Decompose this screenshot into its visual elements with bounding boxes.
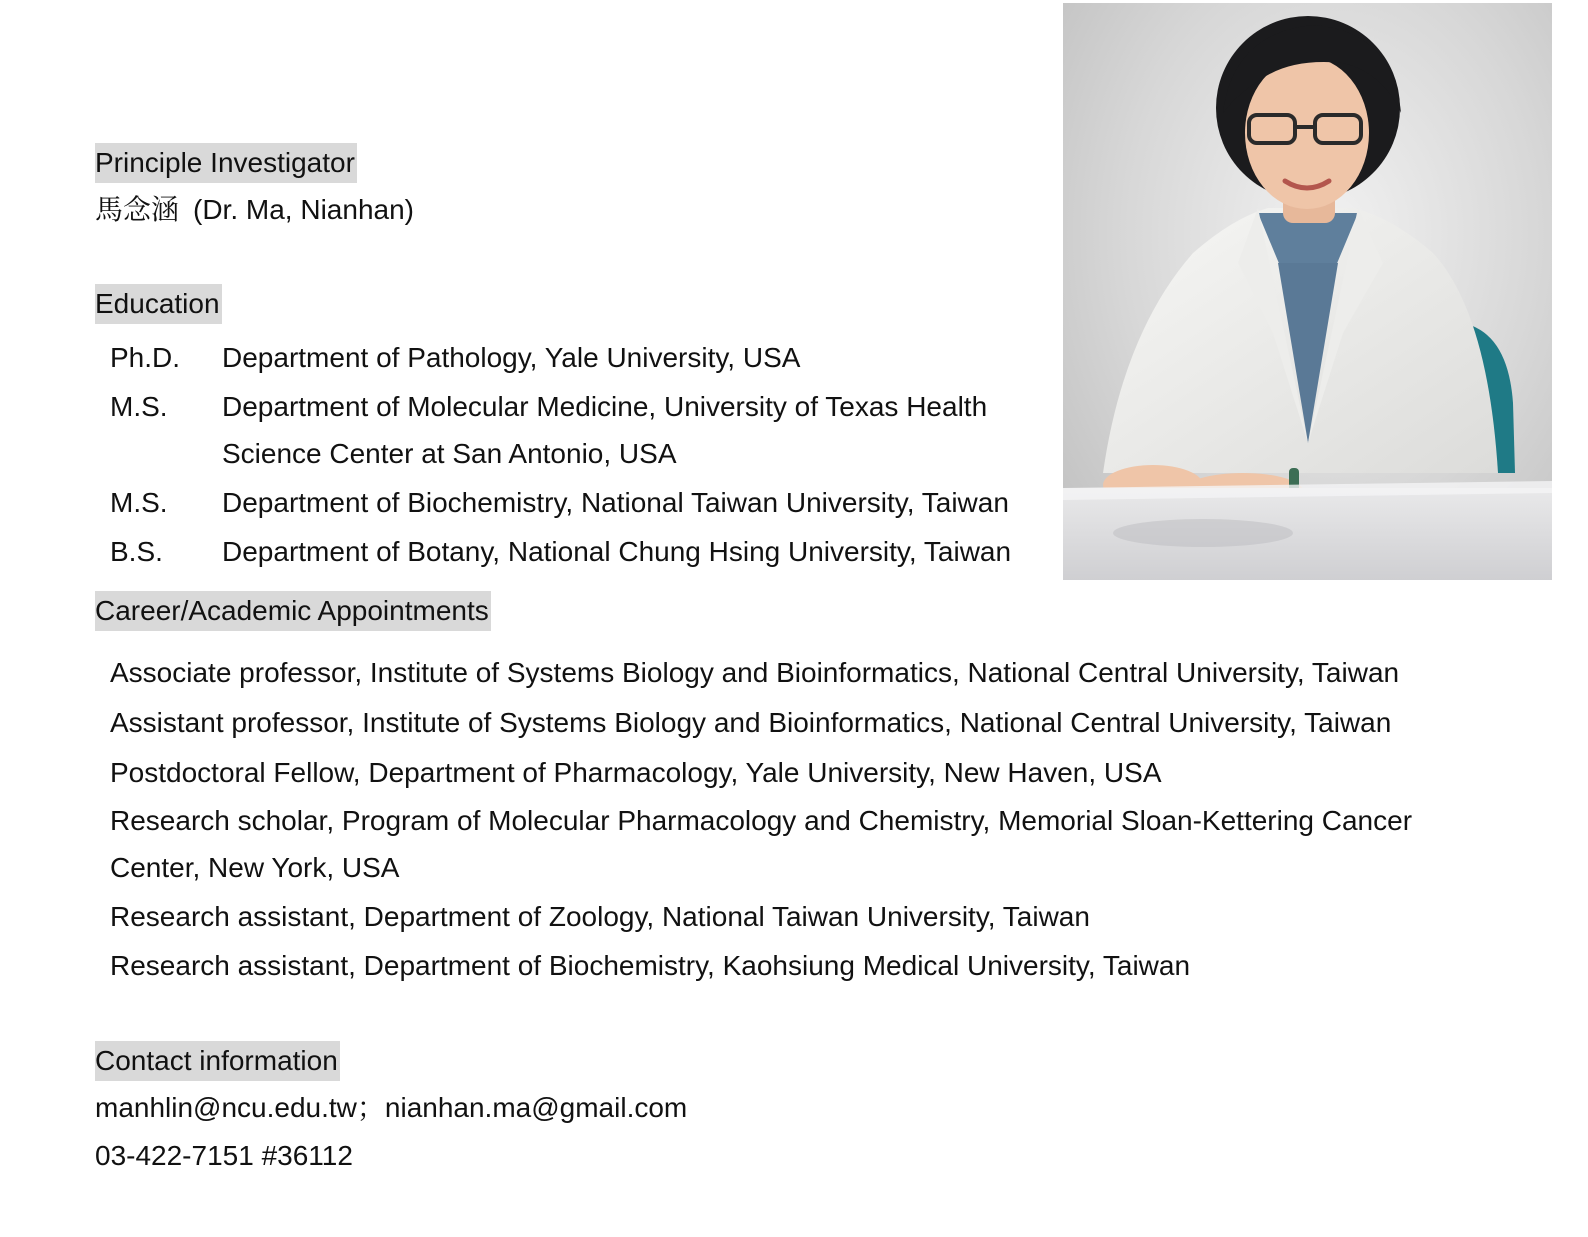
pi-name bbox=[95, 193, 414, 227]
career-line: Research assistant, Department of Zoology, National Taiwan University, Taiwan bbox=[110, 901, 1090, 932]
portrait-photo bbox=[1063, 3, 1552, 580]
pi-name-en: (Dr. Ma, Nianhan) bbox=[193, 194, 414, 225]
education-institution: Department of Pathology, Yale University, USA bbox=[222, 342, 801, 373]
career-line: Center, New York, USA bbox=[110, 852, 400, 883]
education-degree: Ph.D. bbox=[110, 342, 181, 373]
education-degree: M.S. bbox=[110, 487, 168, 518]
education-degree: B.S. bbox=[110, 536, 163, 567]
contact-heading: Contact information bbox=[95, 1041, 340, 1081]
pi-heading: Principle Investigator bbox=[95, 143, 357, 183]
education-item bbox=[110, 486, 1009, 520]
career-line: Research assistant, Department of Biochemistry, Kaohsiung Medical University, Taiwan bbox=[110, 950, 1191, 981]
pi-name-cjk: 馬念涵 bbox=[95, 193, 180, 226]
education-institution: Department of Molecular Medicine, University of Texas Health bbox=[222, 391, 988, 422]
career-line: Postdoctoral Fellow, Department of Pharmacology, Yale University, New Haven, USA bbox=[110, 757, 1162, 788]
contact-phone: 03-422-7151 #36112 bbox=[95, 1140, 353, 1171]
career-heading: Career/Academic Appointments bbox=[95, 591, 491, 631]
education-institution: Department of Botany, National Chung Hsing University, Taiwan bbox=[222, 536, 1012, 567]
education-item bbox=[110, 341, 800, 375]
portrait-illustration bbox=[1063, 3, 1552, 580]
education-degree: M.S. bbox=[110, 391, 168, 422]
education-heading: Education bbox=[95, 284, 222, 324]
career-line: Assistant professor, Institute of Systems Biology and Bioinformatics, National Central University, Taiwan bbox=[110, 707, 1392, 738]
contact-emails: manhlin@ncu.edu.tw；nianhan.ma@gmail.com bbox=[95, 1092, 688, 1123]
education-item bbox=[110, 390, 987, 424]
education-item bbox=[110, 535, 1011, 569]
career-line: Research scholar, Program of Molecular Pharmacology and Chemistry, Memorial Sloan-Kettering Cancer bbox=[110, 805, 1413, 836]
career-line: Associate professor, Institute of Systems Biology and Bioinformatics, National Central University, Taiwan bbox=[110, 657, 1400, 688]
education-institution: Department of Biochemistry, National Taiwan University, Taiwan bbox=[222, 487, 1009, 518]
education-institution-cont: Science Center at San Antonio, USA bbox=[222, 438, 677, 469]
